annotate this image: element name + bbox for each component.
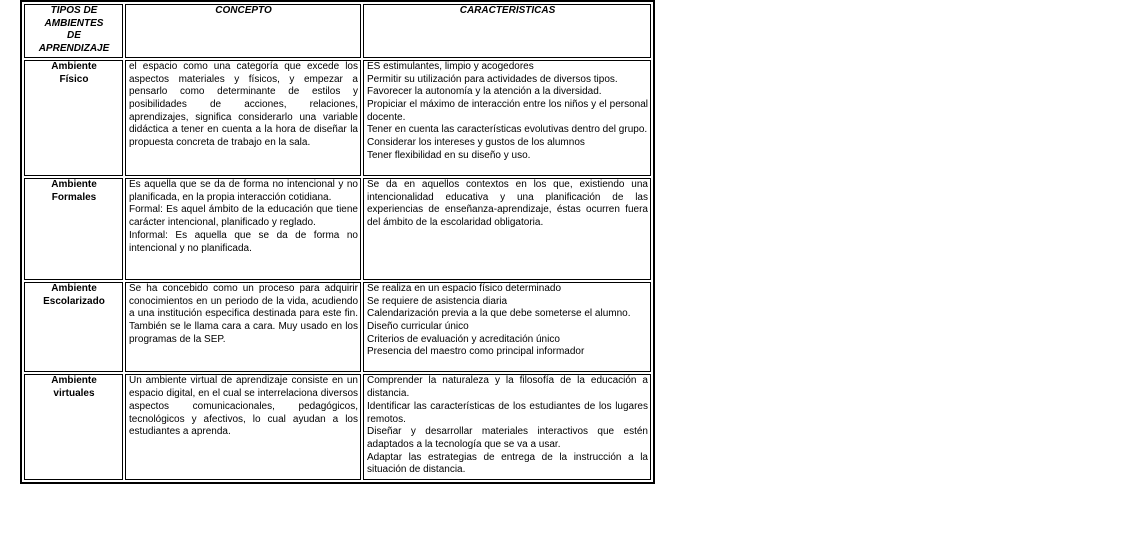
header-tipos: [24, 4, 123, 58]
caracteristica-item: Adaptar las estrategias de entrega de la instrucción a la situación de distancia.: [367, 451, 648, 476]
concepto-cell: el espacio como una categoría que excede los aspectos materiales y físicos, y empezar a pensarlo como determinante de estilos y posibilidades de acciones, relaciones, aprendizajes, significa considerarlo una variable didáctica a tener en cuenta a la hora de diseñar la propuesta concreta de trabajo en la sala.: [125, 60, 361, 176]
caracteristica-item: Presencia del maestro como principal informador: [367, 346, 585, 358]
caracteristica-item: Considerar los intereses y gustos de los alumnos: [367, 137, 585, 149]
caracteristica-item: Comprender la naturaleza y la filosofía de la educación a distancia.: [367, 375, 648, 400]
tipo-cell: [24, 60, 123, 176]
tipo-cell: [24, 374, 123, 480]
concepto-cell: Un ambiente virtual de aprendizaje consiste en un espacio digital, en el cual se interrelaciona diversos aspectos comunicacionales, pedagógicos, tecnológicos y afectivos, lo cual ayudan a los estudiantes a aprenda.: [125, 374, 361, 480]
header-concepto: CONCEPTO: [125, 4, 361, 58]
header-tipos-line: DE: [67, 30, 81, 42]
caracteristicas-cell: [363, 374, 651, 480]
tipo-label: virtuales: [53, 388, 95, 400]
header-caracteristicas: CARACTERÍSTICAS: [363, 4, 651, 58]
header-row: [24, 4, 651, 58]
caracteristica-item: Diseño curricular único: [367, 320, 469, 332]
tipo-label: Ambiente: [51, 60, 97, 72]
caracteristica-item: Tener flexibilidad en su diseño y uso.: [367, 149, 531, 161]
caracteristica-item: Permitir su utilización para actividades de diversos tipos.: [367, 73, 618, 85]
caracteristica-item: Favorecer la autonomía y la atención a la diversidad.: [367, 86, 602, 98]
tipo-label: Ambiente: [51, 179, 97, 191]
caracteristicas-cell: [363, 178, 651, 280]
tipo-label: Formales: [51, 191, 97, 203]
tipo-cell: [24, 282, 123, 373]
caracteristica-item: Se requiere de asistencia diaria: [367, 295, 508, 307]
concepto-cell: Se ha concebido como un proceso para adquirir conocimientos en un periodo de la vida, acudiendo a una institución especifica destinada para este fin. También se le llama cara a cara. Muy usado en los programas de la SEP.: [125, 282, 361, 373]
caracteristica-item: Se realiza en un espacio físico determinado: [367, 282, 562, 294]
tipo-label: Físico: [59, 73, 89, 85]
table-row-escolarizado: [24, 282, 651, 373]
table-row-formales: [24, 178, 651, 280]
table-row-virtuales: [24, 374, 651, 480]
caracteristicas-cell: [363, 282, 651, 373]
caracteristica-item: Diseñar y desarrollar materiales interactivos que estén adaptados a la tecnología que se va a usar.: [367, 426, 648, 450]
caracteristica-item: Calendarización previa a la que debe someterse el alumno.: [367, 308, 631, 320]
ambientes-table-frame: [20, 0, 655, 484]
ambientes-table: [22, 2, 653, 482]
tipo-label: Ambiente: [51, 375, 97, 387]
concepto-part: Es aquella que se da de forma no intencional y no planificada, en la propia interacción cotidiana.: [129, 179, 358, 203]
header-tipos-line: APRENDIZAJE: [38, 43, 110, 55]
concepto-part: Informal: Es aquella que se da de forma no intencional y no planificada.: [129, 229, 358, 254]
caracteristica-text: Se da en aquellos contextos en los que, existiendo una intencionalidad educativa y una planificación de las experiencias de enseñanza-aprendizaje, éstas ocurren fuera del ámbito de la escolaridad obligatoria.: [367, 179, 648, 229]
caracteristica-item: Tener en cuenta las características evolutivas dentro del grupo.: [367, 124, 648, 136]
table-row-fisico: [24, 60, 651, 176]
concepto-cell: [125, 178, 361, 280]
header-tipos-line: TIPOS DE: [50, 5, 98, 16]
tipo-label: Ambiente: [51, 282, 97, 294]
tipo-cell: [24, 178, 123, 280]
caracteristica-item: Propiciar el máximo de interacción entre los niños y el personal docente.: [367, 99, 648, 123]
caracteristica-item: Criterios de evaluación y acreditación único: [367, 333, 560, 345]
header-tipos-line: AMBIENTES: [44, 17, 104, 29]
caracteristicas-cell: [363, 60, 651, 176]
concepto-part: Formal: Es aquel ámbito de la educación que tiene carácter intencional, planificado y reglado.: [129, 204, 358, 229]
caracteristica-item: ES estimulantes, limpio y acogedores: [367, 60, 534, 72]
tipo-label: Escolarizado: [43, 295, 105, 307]
caracteristica-item: Identificar las características de los estudiantes de los lugares remotos.: [367, 400, 648, 425]
